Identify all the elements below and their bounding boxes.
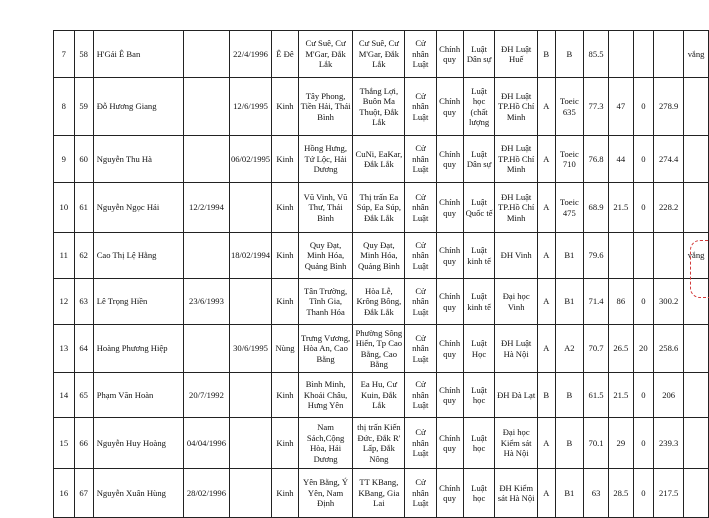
cell-mode: Chính quy [436,279,463,325]
cell-degree: Cử nhân Luật [405,233,436,279]
cell-stt: 7 [54,31,75,78]
cell-it: B [555,373,583,418]
cell-hometown: Yên Bằng, Ý Yên, Nam Định [298,469,352,518]
cell-name: Nguyễn Ngọc Hải [93,183,183,233]
cell-degree: Cử nhân Luật [405,418,436,469]
cell-total: 274.4 [654,136,684,183]
table-row [54,78,709,136]
cell-mode: Chính quy [436,418,463,469]
cell-it: Toeic 635 [555,78,583,136]
cell-degree: Cử nhân Luật [405,279,436,325]
cell-stt: 10 [54,183,75,233]
cell-sbd: 61 [74,183,93,233]
cell-major: Luật kinh tế [463,279,495,325]
cell-s1: 63 [584,469,609,518]
cell-stt: 9 [54,136,75,183]
cell-s3 [633,31,654,78]
cell-degree: Cử nhân Luật [405,469,436,518]
cell-dob-f [229,183,271,233]
cell-note [684,183,709,233]
cell-note [684,136,709,183]
cell-hometown: Tân Trường, Tĩnh Gia, Thanh Hóa [298,279,352,325]
cell-school: ĐH Đà Lạt [495,373,537,418]
cell-major: Luật Học [463,325,495,373]
cell-residence: Thắng Lợi, Buôn Ma Thuột, Đắk Lắk [353,78,405,136]
cell-s1: 70.1 [584,418,609,469]
cell-s1: 85.5 [584,31,609,78]
cell-ethnic: Kinh [272,233,299,279]
cell-ethnic: Kinh [272,78,299,136]
cell-lang: A [537,325,555,373]
cell-degree: Cử nhân Luật [405,31,436,78]
cell-s1: 76.8 [584,136,609,183]
cell-total: 239.3 [654,418,684,469]
cell-mode: Chính quy [436,31,463,78]
cell-degree: Cử nhân Luật [405,183,436,233]
cell-s2: 26.5 [609,325,633,373]
cell-total: 278.9 [654,78,684,136]
cell-total: 206 [654,373,684,418]
cell-school: ĐH Luật Hà Nội [495,325,537,373]
cell-it: B1 [555,469,583,518]
cell-sbd: 65 [74,373,93,418]
cell-lang: A [537,78,555,136]
cell-stt: 11 [54,233,75,279]
cell-s1: 77.3 [584,78,609,136]
cell-sbd: 67 [74,469,93,518]
cell-total [654,31,684,78]
cell-dob-m [183,136,229,183]
table-row [54,233,709,279]
cell-s1: 71.4 [584,279,609,325]
table-row [54,418,709,469]
cell-note: vắng [684,233,709,279]
cell-s3: 0 [633,136,654,183]
cell-mode: Chính quy [436,469,463,518]
cell-residence: Ea Hu, Cư Kuin, Đắk Lắk [353,373,405,418]
cell-residence: Thị trấn Ea Súp, Ea Súp, Đắk Lắk [353,183,405,233]
cell-hometown: Tây Phong, Tiền Hải, Thái Bình [298,78,352,136]
cell-hometown: Cư Suê, Cư M'Gar, Đắk Lắk [298,31,352,78]
cell-total: 228.2 [654,183,684,233]
cell-lang: A [537,183,555,233]
cell-note [684,469,709,518]
cell-dob-m [183,78,229,136]
cell-ethnic: Kinh [272,418,299,469]
cell-hometown: Quy Đạt, Minh Hóa, Quảng Bình [298,233,352,279]
cell-name: Nguyễn Thu Hà [93,136,183,183]
table-row [54,279,709,325]
cell-dob-f: 12/6/1995 [229,78,271,136]
cell-s2: 86 [609,279,633,325]
cell-residence: CuNi, EaKar, Đắk Lắk [353,136,405,183]
table-body [54,31,709,518]
cell-lang: B [537,373,555,418]
cell-dob-m: 04/04/1996 [183,418,229,469]
cell-major: Luật học [463,418,495,469]
cell-major: Luật Dân sự [463,136,495,183]
cell-s2 [609,31,633,78]
cell-school: ĐH Luật Huế [495,31,537,78]
cell-note [684,373,709,418]
cell-degree: Cử nhân Luật [405,325,436,373]
cell-major: Luật học [463,469,495,518]
cell-it: B1 [555,233,583,279]
cell-dob-f: 06/02/1995 [229,136,271,183]
cell-school: Đại học Kiểm sát Hà Nội [495,418,537,469]
cell-ethnic: Kinh [272,373,299,418]
cell-dob-m [183,31,229,78]
cell-residence: Quy Đạt, Minh Hóa, Quảng Bình [353,233,405,279]
cell-dob-f [229,469,271,518]
cell-dob-f: 30/6/1995 [229,325,271,373]
cell-stt: 15 [54,418,75,469]
cell-dob-m: 23/6/1993 [183,279,229,325]
cell-major: Luật học [463,373,495,418]
cell-s3: 0 [633,183,654,233]
cell-s3: 0 [633,279,654,325]
cell-mode: Chính quy [436,325,463,373]
cell-lang: A [537,279,555,325]
cell-s1: 61.5 [584,373,609,418]
cell-lang: A [537,418,555,469]
cell-residence: Hòa Lễ, Krông Bông, Đắk Lắk [353,279,405,325]
cell-s2: 21.5 [609,183,633,233]
candidate-table [53,30,709,518]
cell-hometown: Bình Minh, Khoái Châu, Hưng Yên [298,373,352,418]
cell-total: 217.5 [654,469,684,518]
cell-degree: Cử nhân Luật [405,78,436,136]
cell-sbd: 60 [74,136,93,183]
table-row [54,469,709,518]
cell-ethnic: Kinh [272,183,299,233]
cell-dob-f: 18/02/1994 [229,233,271,279]
cell-s2 [609,233,633,279]
cell-major: Luật Dân sự [463,31,495,78]
cell-hometown: Nam Sách,Cộng Hòa, Hải Dương [298,418,352,469]
cell-school: ĐH Kiểm sát Hà Nội [495,469,537,518]
cell-stt: 14 [54,373,75,418]
cell-dob-m: 12/2/1994 [183,183,229,233]
cell-major: Luật học (chất lượng [463,78,495,136]
cell-residence: Phường Sông Hiến, Tp Cao Bằng, Cao Bằng [353,325,405,373]
cell-s3: 0 [633,469,654,518]
cell-s1: 79.6 [584,233,609,279]
cell-lang: A [537,136,555,183]
cell-dob-m [183,325,229,373]
cell-sbd: 63 [74,279,93,325]
cell-name: Đỗ Hương Giang [93,78,183,136]
cell-total [654,233,684,279]
cell-school: ĐH Luật TP.Hồ Chí Minh [495,136,537,183]
cell-sbd: 62 [74,233,93,279]
cell-s3: 0 [633,418,654,469]
cell-mode: Chính quy [436,78,463,136]
cell-stt: 12 [54,279,75,325]
cell-hometown: Trưng Vương, Hòa An, Cao Bằng [298,325,352,373]
cell-hometown: Hồng Hưng, Tứ Lộc, Hải Dương [298,136,352,183]
cell-residence: thị trấn Kiến Đức, Đắk R' Lấp, Đắk Nông [353,418,405,469]
table-row [54,373,709,418]
cell-note [684,325,709,373]
cell-s3: 0 [633,373,654,418]
cell-school: Đại học Vinh [495,279,537,325]
cell-residence: TT KBang, KBang, Gia Lai [353,469,405,518]
cell-dob-f: 22/4/1996 [229,31,271,78]
cell-ethnic: Kinh [272,136,299,183]
cell-stt: 16 [54,469,75,518]
cell-note [684,418,709,469]
cell-major: Luật Quốc tế [463,183,495,233]
cell-it: Toeic 475 [555,183,583,233]
cell-sbd: 59 [74,78,93,136]
table-row [54,183,709,233]
cell-degree: Cử nhân Luật [405,136,436,183]
cell-mode: Chính quy [436,183,463,233]
cell-lang: B [537,31,555,78]
cell-name: H'Gái Ê Ban [93,31,183,78]
cell-dob-f [229,418,271,469]
cell-it: A2 [555,325,583,373]
cell-s2: 21.5 [609,373,633,418]
cell-school: ĐH Luật TP.Hồ Chí Minh [495,78,537,136]
cell-s2: 47 [609,78,633,136]
candidate-table-page [53,30,709,518]
cell-dob-f [229,373,271,418]
cell-dob-m: 20/7/1992 [183,373,229,418]
cell-s3: 20 [633,325,654,373]
cell-s2: 29 [609,418,633,469]
cell-dob-m [183,233,229,279]
cell-it: B [555,31,583,78]
table-row [54,136,709,183]
cell-s2: 28.5 [609,469,633,518]
cell-name: Phạm Văn Hoàn [93,373,183,418]
cell-mode: Chính quy [436,233,463,279]
cell-school: ĐH Vinh [495,233,537,279]
cell-note: vắng [684,31,709,78]
cell-name: Hoàng Phương Hiệp [93,325,183,373]
cell-s1: 68.9 [584,183,609,233]
cell-it: Toeic 710 [555,136,583,183]
cell-degree: Cử nhân Luật [405,373,436,418]
cell-residence: Cư Suê, Cư M'Gar, Đắk Lắk [353,31,405,78]
cell-sbd: 64 [74,325,93,373]
cell-major: Luật kinh tế [463,233,495,279]
cell-ethnic: Kinh [272,469,299,518]
cell-lang: A [537,469,555,518]
cell-mode: Chính quy [436,136,463,183]
cell-s2: 44 [609,136,633,183]
cell-ethnic: Kinh [272,279,299,325]
cell-dob-m: 28/02/1996 [183,469,229,518]
cell-it: B1 [555,279,583,325]
table-row [54,325,709,373]
cell-name: Nguyễn Huy Hoàng [93,418,183,469]
cell-s1: 70.7 [584,325,609,373]
cell-note [684,78,709,136]
cell-hometown: Vũ Vinh, Vũ Thư, Thái Bình [298,183,352,233]
red-stamp-edge [690,240,709,300]
cell-it: B [555,418,583,469]
cell-mode: Chính quy [436,373,463,418]
table-row [54,31,709,78]
cell-s3: 0 [633,78,654,136]
cell-dob-f [229,279,271,325]
cell-name: Cao Thị Lệ Hằng [93,233,183,279]
cell-total: 300.2 [654,279,684,325]
cell-lang: A [537,233,555,279]
cell-ethnic: Ê Đê [272,31,299,78]
cell-stt: 13 [54,325,75,373]
cell-total: 258.6 [654,325,684,373]
cell-school: ĐH Luật TP.Hồ Chí Minh [495,183,537,233]
cell-stt: 8 [54,78,75,136]
cell-s3 [633,233,654,279]
cell-ethnic: Nùng [272,325,299,373]
cell-sbd: 66 [74,418,93,469]
cell-sbd: 58 [74,31,93,78]
cell-name: Nguyễn Xuân Hùng [93,469,183,518]
cell-name: Lê Trọng Hiền [93,279,183,325]
